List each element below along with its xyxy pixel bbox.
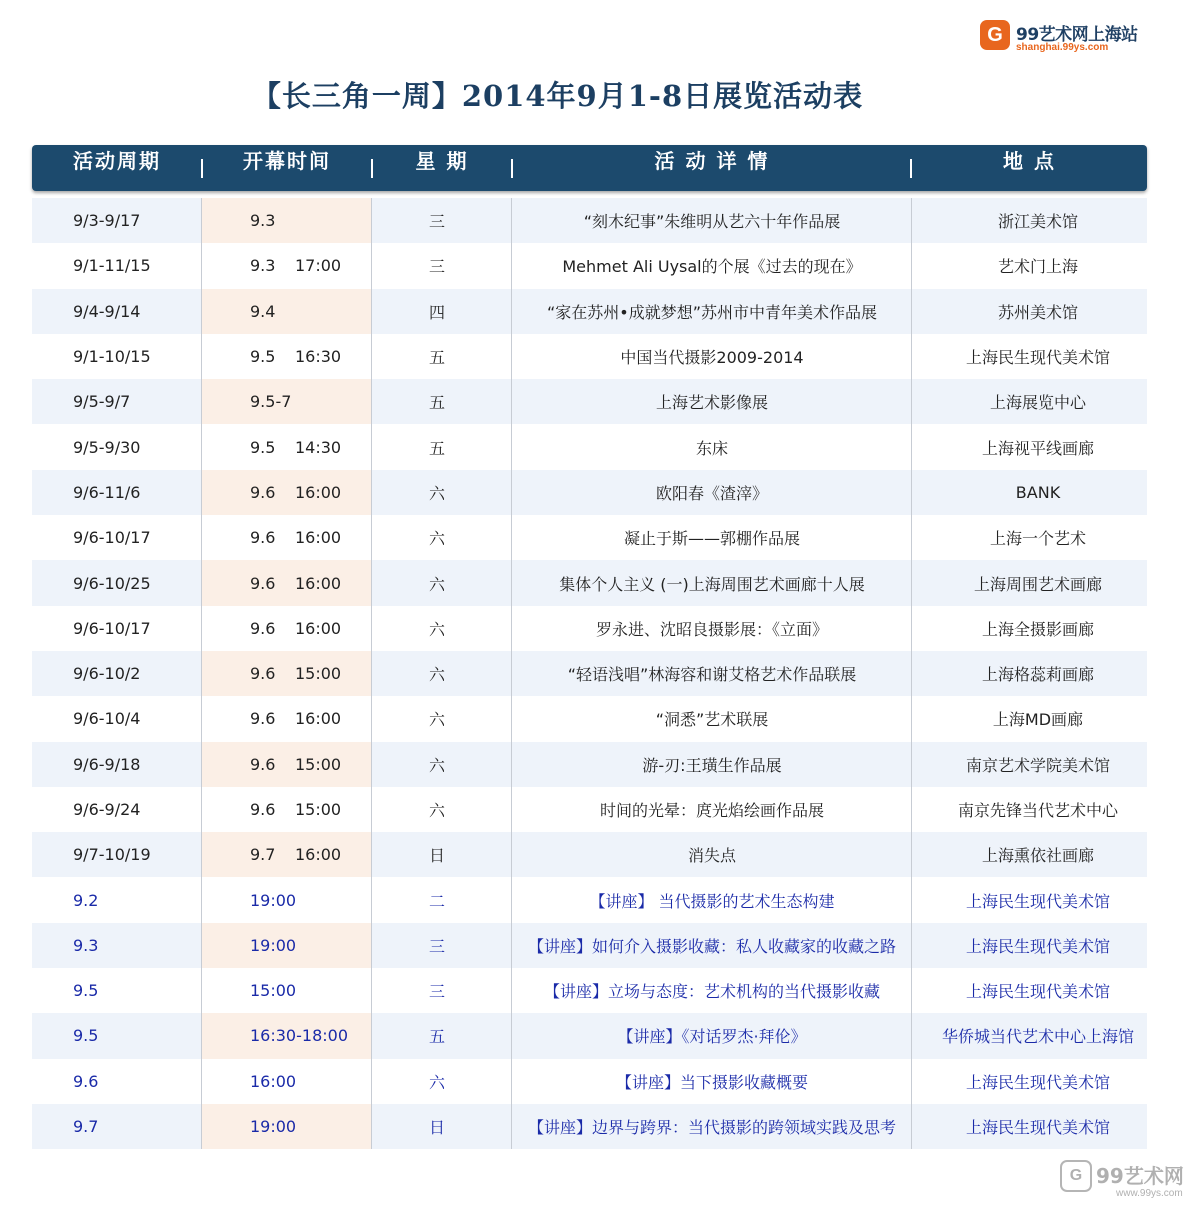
opening-cell-bg <box>202 696 372 741</box>
cell-detail: 罗永进、沈昭良摄影展：《立面》 <box>595 619 828 639</box>
cell-opening-time: 16:30 <box>295 347 342 367</box>
column-divider <box>201 606 202 651</box>
logo-site: shanghai.99ys.com <box>1016 42 1109 53</box>
column-divider <box>201 651 202 696</box>
cell-weekday: 六 <box>428 801 445 820</box>
cell-weekday: 日 <box>428 846 445 866</box>
cell-location: 苏州美术馆 <box>997 302 1078 322</box>
cell-period: 9/6-11/6 <box>73 482 141 502</box>
cell-location: 南京先锋当代艺术中心 <box>957 801 1118 820</box>
cell-weekday: 二 <box>428 891 445 911</box>
header-location: 地 点 <box>1003 149 1056 173</box>
opening-cell-bg <box>202 742 372 787</box>
cell-location: 上海熏依社画廊 <box>981 846 1094 866</box>
cell-period: 9.2 <box>73 890 99 910</box>
opening-cell-bg <box>202 243 372 288</box>
cell-opening-date: 9.4 <box>250 301 276 321</box>
cell-detail: “刻木纪事”朱维明从艺六十年作品展 <box>583 212 841 232</box>
watermark <box>1060 1160 1184 1205</box>
table-row <box>32 742 1147 787</box>
opening-cell-bg <box>202 515 372 560</box>
cell-detail: “轻语浅唱”林海容和谢艾格艺术作品联展 <box>567 665 857 685</box>
cell-location: 艺术门上海 <box>997 257 1078 277</box>
cell-detail: 时间的光晕：庹光焰绘画作品展 <box>599 801 824 820</box>
cell-detail: 东床 <box>695 438 728 458</box>
cell-period: 9/6-10/17 <box>73 618 151 638</box>
cell-location: 上海民生现代美术馆 <box>965 936 1110 956</box>
cell-location: 上海一个艺术 <box>989 529 1086 549</box>
table-row <box>32 832 1147 877</box>
table-row <box>32 243 1147 288</box>
column-divider <box>201 923 202 968</box>
cell-opening-date: 16:30-18:00 <box>250 1026 348 1046</box>
column-divider <box>201 515 202 560</box>
opening-cell-bg <box>202 198 372 243</box>
cell-opening-time: 16:00 <box>295 845 342 865</box>
cell-location: 上海展览中心 <box>989 393 1086 413</box>
cell-opening-time: 15:00 <box>295 664 342 684</box>
cell-period: 9/5-9/7 <box>73 392 131 412</box>
cell-opening-date: 9.6 <box>250 709 276 729</box>
cell-period: 9/6-9/18 <box>73 754 141 774</box>
cell-period: 9/6-10/4 <box>73 709 141 729</box>
cell-detail: 集体个人主义 (一)上海周围艺术画廊十人展 <box>559 574 865 594</box>
cell-weekday: 五 <box>428 1027 445 1047</box>
cell-opening-time: 15:00 <box>295 754 342 774</box>
opening-cell-bg <box>202 651 372 696</box>
cell-opening-date: 9.6 <box>250 528 276 548</box>
column-divider <box>201 696 202 741</box>
watermark-name: 99艺术网 <box>1096 1164 1184 1188</box>
cell-period: 9.5 <box>73 981 99 1001</box>
cell-opening-date: 9.6 <box>250 754 276 774</box>
table-row <box>32 696 1147 741</box>
cell-period: 9/5-9/30 <box>73 437 141 457</box>
cell-weekday: 五 <box>428 393 445 413</box>
cell-opening-date: 16:00 <box>250 1071 297 1091</box>
cell-detail: 【讲座】如何介入摄影收藏：私人收藏家的收藏之路 <box>527 936 896 956</box>
cell-weekday: 六 <box>428 665 445 685</box>
opening-cell-bg <box>202 334 372 379</box>
cell-period: 9.6 <box>73 1071 99 1091</box>
opening-cell-bg <box>202 470 372 515</box>
logo-icon: G <box>980 20 1010 50</box>
opening-cell-bg <box>202 606 372 651</box>
cell-detail: 【讲座】立场与态度：艺术机构的当代摄影收藏 <box>543 982 880 1002</box>
cell-opening-date: 19:00 <box>250 890 297 910</box>
opening-cell-bg <box>202 787 372 832</box>
table-row <box>32 198 1147 243</box>
cell-period: 9/6-10/17 <box>73 528 151 548</box>
table-row <box>32 877 1147 922</box>
table-row <box>32 470 1147 515</box>
column-divider <box>201 1059 202 1104</box>
cell-detail: 消失点 <box>687 846 736 866</box>
cell-weekday: 三 <box>428 257 445 277</box>
cell-weekday: 五 <box>428 348 445 368</box>
cell-opening-date: 9.6 <box>250 482 276 502</box>
cell-detail: 中国当代摄影2009-2014 <box>620 348 804 368</box>
cell-opening-time: 16:00 <box>295 618 342 638</box>
cell-detail: 【讲座】《对话罗杰·拜伦》 <box>617 1027 807 1047</box>
header-weekday: 星 期 <box>415 149 469 173</box>
table-row <box>32 651 1147 696</box>
cell-weekday: 六 <box>428 1072 445 1092</box>
cell-period: 9.7 <box>73 1117 99 1137</box>
cell-opening-date: 9.6 <box>250 573 276 593</box>
cell-opening-date: 19:00 <box>250 935 297 955</box>
cell-period: 9.5 <box>73 1026 99 1046</box>
cell-opening-date: 19:00 <box>250 1117 297 1137</box>
cell-location: 上海民生现代美术馆 <box>965 982 1110 1002</box>
column-divider <box>201 787 202 832</box>
cell-opening-date: 15:00 <box>250 981 297 1001</box>
cell-location: 上海周围艺术画廊 <box>973 574 1102 594</box>
watermark-site: www.99ys.com <box>1116 1188 1183 1199</box>
cell-location: 华侨城当代艺术中心上海馆 <box>941 1027 1134 1047</box>
table-row <box>32 515 1147 560</box>
table-row <box>32 1104 1147 1149</box>
opening-cell-bg <box>202 289 372 334</box>
cell-location: 上海格蕊莉画廊 <box>981 665 1094 685</box>
cell-opening-date: 9.5 <box>250 347 276 367</box>
cell-opening-time: 16:00 <box>295 573 342 593</box>
cell-period: 9/7-10/19 <box>73 845 151 865</box>
column-divider <box>201 470 202 515</box>
cell-weekday: 六 <box>428 619 445 639</box>
cell-detail: 欧阳春《渣滓》 <box>655 483 768 503</box>
cell-opening-time: 15:00 <box>295 800 342 819</box>
column-divider <box>201 1104 202 1149</box>
cell-location: 南京艺术学院美术馆 <box>965 755 1110 775</box>
column-divider <box>201 832 202 877</box>
column-divider <box>201 198 202 243</box>
watermark-icon: G <box>1060 1160 1092 1192</box>
cell-opening-time: 16:00 <box>295 528 342 548</box>
cell-opening-date: 9.5-7 <box>250 392 292 412</box>
column-divider <box>201 1013 202 1058</box>
opening-cell-bg <box>202 832 372 877</box>
cell-location: 上海民生现代美术馆 <box>965 1118 1110 1138</box>
cell-opening-time: 16:00 <box>295 709 342 729</box>
cell-period: 9/1-10/15 <box>73 347 151 367</box>
cell-weekday: 五 <box>428 438 445 458</box>
cell-detail: 游-刃:王璜生作品展 <box>642 755 782 775</box>
table-row <box>32 968 1147 1013</box>
table-row <box>32 560 1147 605</box>
table-row <box>32 289 1147 334</box>
column-divider <box>201 877 202 922</box>
event-table <box>32 198 1147 1149</box>
cell-opening-date: 9.7 <box>250 845 276 865</box>
header-details: 活 动 详 情 <box>654 149 770 173</box>
cell-opening-time: 16:00 <box>295 482 342 502</box>
cell-period: 9/1-11/15 <box>73 256 151 276</box>
column-divider <box>201 742 202 787</box>
cell-location: 上海民生现代美术馆 <box>965 1072 1110 1092</box>
cell-detail: 【讲座】当下摄影收藏概要 <box>615 1072 808 1092</box>
cell-detail: 上海艺术影像展 <box>655 393 768 413</box>
cell-detail: 凝止于斯——郭棚作品展 <box>623 529 800 549</box>
cell-detail: 【讲座】边界与跨界：当代摄影的跨领域实践及思考 <box>527 1118 896 1138</box>
cell-location: 上海视平线画廊 <box>981 438 1094 458</box>
cell-weekday: 日 <box>428 1118 445 1138</box>
logo-name: 99艺术网上海站 <box>1016 25 1138 45</box>
cell-opening-date: 9.3 <box>250 211 276 231</box>
table-row <box>32 787 1147 832</box>
column-divider <box>201 560 202 605</box>
cell-weekday: 六 <box>428 529 445 549</box>
cell-weekday: 六 <box>428 483 445 503</box>
column-divider <box>201 334 202 379</box>
cell-location: BANK <box>1015 482 1061 502</box>
cell-weekday: 六 <box>428 574 445 594</box>
column-divider <box>201 424 202 469</box>
cell-period: 9/4-9/14 <box>73 301 141 321</box>
page-title: 【长三角一周】2014年9月1-8日展览活动表 <box>251 79 864 113</box>
cell-location: 浙江美术馆 <box>997 212 1078 232</box>
cell-period: 9.3 <box>73 935 99 955</box>
cell-detail: “家在苏州•成就梦想”苏州市中青年美术作品展 <box>546 302 878 322</box>
opening-cell-bg <box>202 560 372 605</box>
cell-opening-time: 14:30 <box>295 437 342 457</box>
cell-weekday: 三 <box>428 982 445 1002</box>
column-divider <box>201 968 202 1013</box>
table-row <box>32 1013 1147 1058</box>
cell-weekday: 四 <box>428 302 445 322</box>
cell-detail: Mehmet Ali Uysal的个展《过去的现在》 <box>562 257 862 277</box>
cell-detail: 【讲座】 当代摄影的艺术生态构建 <box>589 891 835 911</box>
table-row <box>32 424 1147 469</box>
cell-weekday: 六 <box>428 710 445 730</box>
cell-location: 上海MD画廊 <box>992 710 1084 730</box>
cell-period: 9/3-9/17 <box>73 211 141 231</box>
site-logo[interactable] <box>980 18 1140 58</box>
cell-opening-time: 17:00 <box>295 256 342 276</box>
header-period: 活动周期 <box>73 149 161 173</box>
cell-opening-date: 9.6 <box>250 800 276 819</box>
table-row <box>32 923 1147 968</box>
table-row <box>32 379 1147 424</box>
cell-location: 上海全摄影画廊 <box>981 619 1094 639</box>
cell-weekday: 三 <box>428 212 445 232</box>
cell-opening-date: 9.6 <box>250 664 276 684</box>
column-divider <box>201 379 202 424</box>
cell-weekday: 三 <box>428 936 445 956</box>
cell-weekday: 六 <box>428 755 445 775</box>
cell-opening-date: 9.5 <box>250 437 276 457</box>
cell-period: 9/6-10/2 <box>73 664 141 684</box>
table-header <box>32 145 1147 191</box>
cell-period: 9/6-10/25 <box>73 573 151 593</box>
cell-location: 上海民生现代美术馆 <box>965 348 1110 368</box>
column-divider <box>201 289 202 334</box>
cell-opening-date: 9.6 <box>250 618 276 638</box>
header-opening: 开幕时间 <box>243 149 331 173</box>
column-divider <box>201 243 202 288</box>
cell-location: 上海民生现代美术馆 <box>965 891 1110 911</box>
opening-cell-bg <box>202 424 372 469</box>
table-row <box>32 334 1147 379</box>
table-row <box>32 1059 1147 1104</box>
cell-detail: “洞悉”艺术联展 <box>655 710 769 730</box>
cell-opening-date: 9.3 <box>250 256 276 276</box>
table-row <box>32 606 1147 651</box>
cell-period: 9/6-9/24 <box>73 800 141 819</box>
